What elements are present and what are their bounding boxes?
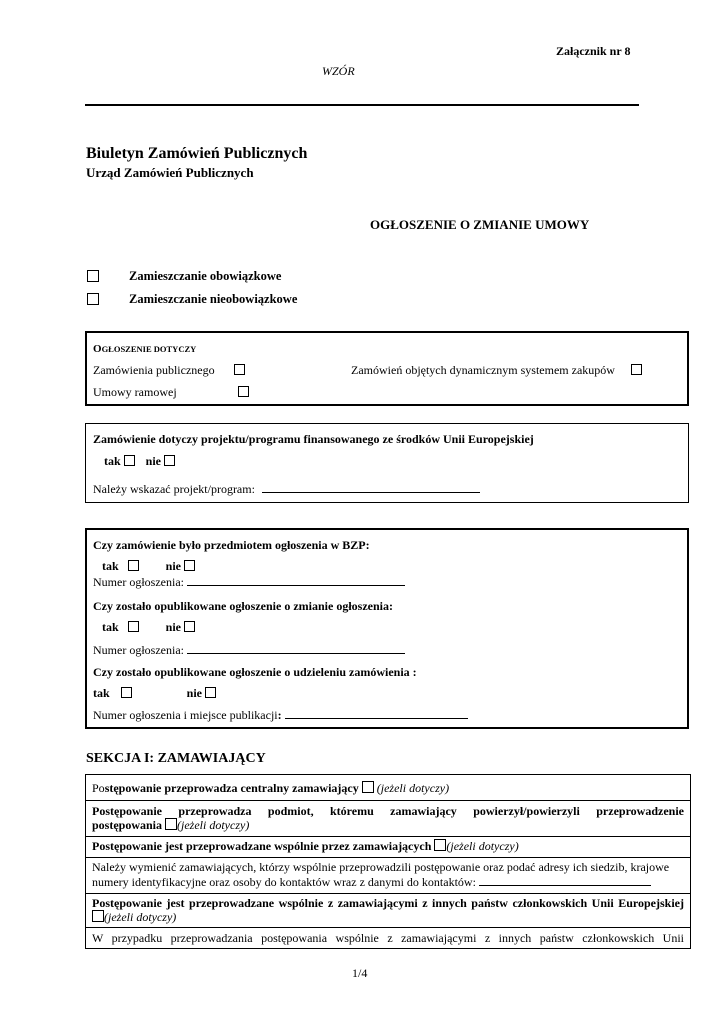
- q1-number-field[interactable]: [187, 585, 405, 586]
- s1-divider-2: [86, 836, 690, 837]
- framework-checkbox[interactable]: [238, 386, 249, 397]
- eu-no-label: nie: [145, 454, 162, 468]
- s1-row1-text: stępowanie przeprowadza centralny zamawiający: [104, 781, 359, 795]
- public-order-option: [93, 363, 215, 378]
- dynamic-option: [351, 363, 615, 378]
- q2-no-checkbox[interactable]: [184, 621, 195, 632]
- s1-row5-note: (jeżeli dotyczy): [104, 910, 177, 924]
- q1-yes-label: tak: [102, 559, 119, 573]
- attachment-label: Załącznik nr 8: [556, 44, 631, 58]
- s1-row2b-text: postępowania: [92, 818, 163, 832]
- eu-joint-checkbox[interactable]: [92, 910, 104, 922]
- optional-label: Zamieszczanie nieobowiązkowe: [129, 292, 298, 306]
- s1-divider-3: [86, 857, 690, 858]
- bzp-q1-answers: [102, 559, 195, 574]
- dynamic-label: Zamówień objętych dynamicznym systemem zakupów: [351, 363, 615, 377]
- eu-yes-checkbox[interactable]: [124, 455, 135, 466]
- entrusted-checkbox[interactable]: [165, 818, 177, 830]
- public-order-checkbox[interactable]: [234, 364, 245, 375]
- q1-no-label: nie: [165, 559, 182, 573]
- joint-buyers-field[interactable]: [479, 885, 651, 886]
- eu-project-label: Należy wskazać projekt/program:: [93, 482, 255, 496]
- q2-yes-label: tak: [102, 620, 119, 634]
- s1-divider-5: [86, 927, 690, 928]
- q3-yes-checkbox[interactable]: [121, 687, 132, 698]
- section1-title: SEKCJA I: ZAMAWIAJĄCY: [86, 751, 266, 766]
- s1-row3-text: Postępowanie jest przeprowadzane wspólnie przez zamawiających: [92, 839, 432, 853]
- mandatory-checkbox[interactable]: [87, 270, 99, 282]
- s1-row3-note: (jeżeli dotyczy): [446, 839, 519, 853]
- template-label: WZÓR: [322, 64, 355, 78]
- s1-row5b: [92, 910, 176, 925]
- q3-colon: :: [277, 708, 282, 722]
- q2-number-label: Numer ogłoszenia:: [93, 643, 184, 657]
- s1-row2-note: (jeżeli dotyczy): [177, 818, 250, 832]
- eu-question: Zamówienie dotyczy projektu/programu finansowanego ze środków Unii Europejskiej: [93, 432, 534, 446]
- framework-label: Umowy ramowej: [93, 385, 177, 399]
- q1-number-row: [93, 575, 405, 590]
- central-buyer-checkbox[interactable]: [362, 781, 374, 793]
- q3-number-row: [93, 708, 468, 723]
- eu-yes-label: tak: [104, 454, 121, 468]
- dynamic-checkbox[interactable]: [631, 364, 642, 375]
- s1-row5: Postępowanie jest przeprowadzane wspólnie z zamawiającymi z innych państw członkowskich Unii Europejskiej: [92, 896, 684, 910]
- s1-row3: [92, 839, 519, 854]
- q2-yes-checkbox[interactable]: [128, 621, 139, 632]
- framework-option: [93, 385, 177, 400]
- s1-row1-note: (jeżeli dotyczy): [376, 781, 450, 795]
- q3-number-field[interactable]: [285, 718, 468, 719]
- bzp-q1: Czy zamówienie było przedmiotem ogłoszenia w BZP:: [93, 538, 370, 552]
- concerns-box: [85, 331, 689, 406]
- s1-divider-1: [86, 800, 690, 801]
- mandatory-label: Zamieszczanie obowiązkowe: [129, 269, 282, 283]
- bzp-q3: Czy zostało opublikowane ogłoszenie o udzieleniu zamówienia :: [93, 665, 417, 679]
- bzp-q2-answers: [102, 620, 195, 635]
- s1-row6: W przypadku przeprowadzania postępowania wspólnie z zamawiającymi z innych państw członkowskich Unii: [92, 931, 684, 945]
- notice-title: OGŁOSZENIE O ZMIANIE UMOWY: [370, 217, 590, 232]
- eu-project-row: [93, 482, 480, 497]
- q1-yes-checkbox[interactable]: [128, 560, 139, 571]
- q3-no-checkbox[interactable]: [205, 687, 216, 698]
- page-number: 1/4: [352, 966, 368, 980]
- header-rule: [85, 104, 639, 106]
- eu-box: [85, 423, 689, 503]
- s1-row1-prefix: Po: [92, 781, 105, 795]
- bzp-q3-answers: [93, 686, 216, 701]
- q3-no-label: nie: [186, 686, 203, 700]
- s1-row4-text: Należy wymienić zamawiających, którzy wspólnie przeprowadzili postępowanie oraz podać adresy ich siedzib, krajowe numery identyfikacyjne oraz osoby do kontaktów wraz z danymi do kontaktów:: [92, 860, 670, 889]
- q2-no-label: nie: [165, 620, 182, 634]
- s1-row2: Postępowanie przeprowadza podmiot, któremu zamawiający powierzył/powierzyli przeprowadzenie: [92, 804, 684, 818]
- q3-yes-label: tak: [93, 686, 110, 700]
- joint-checkbox[interactable]: [434, 839, 446, 851]
- placement-mandatory: [87, 269, 282, 285]
- bzp-q2: Czy zostało opublikowane ogłoszenie o zmianie ogłoszenia:: [93, 599, 393, 613]
- s1-divider-4: [86, 893, 690, 894]
- placement-optional: [87, 292, 298, 308]
- bzp-box: [85, 528, 689, 729]
- public-order-label: Zamówienia publicznego: [93, 363, 215, 377]
- concerns-heading: OGŁOSZENIE DOTYCZY: [93, 343, 197, 355]
- q2-number-row: [93, 643, 405, 658]
- optional-checkbox[interactable]: [87, 293, 99, 305]
- q3-number-label: Numer ogłoszenia i miejsce publikacji: [93, 708, 278, 722]
- s1-row1: [92, 781, 449, 796]
- q2-number-field[interactable]: [187, 653, 405, 654]
- s1-row2b: [92, 818, 249, 833]
- eu-project-field[interactable]: [262, 492, 480, 493]
- q1-number-label: Numer ogłoszenia:: [93, 575, 184, 589]
- eu-answers: [104, 454, 175, 469]
- q1-no-checkbox[interactable]: [184, 560, 195, 571]
- bulletin-title: Biuletyn Zamówień Publicznych: [86, 145, 308, 162]
- eu-no-checkbox[interactable]: [164, 455, 175, 466]
- s1-row4: [92, 860, 684, 890]
- section1-box: [85, 774, 691, 949]
- office-title: Urząd Zamówień Publicznych: [86, 165, 254, 180]
